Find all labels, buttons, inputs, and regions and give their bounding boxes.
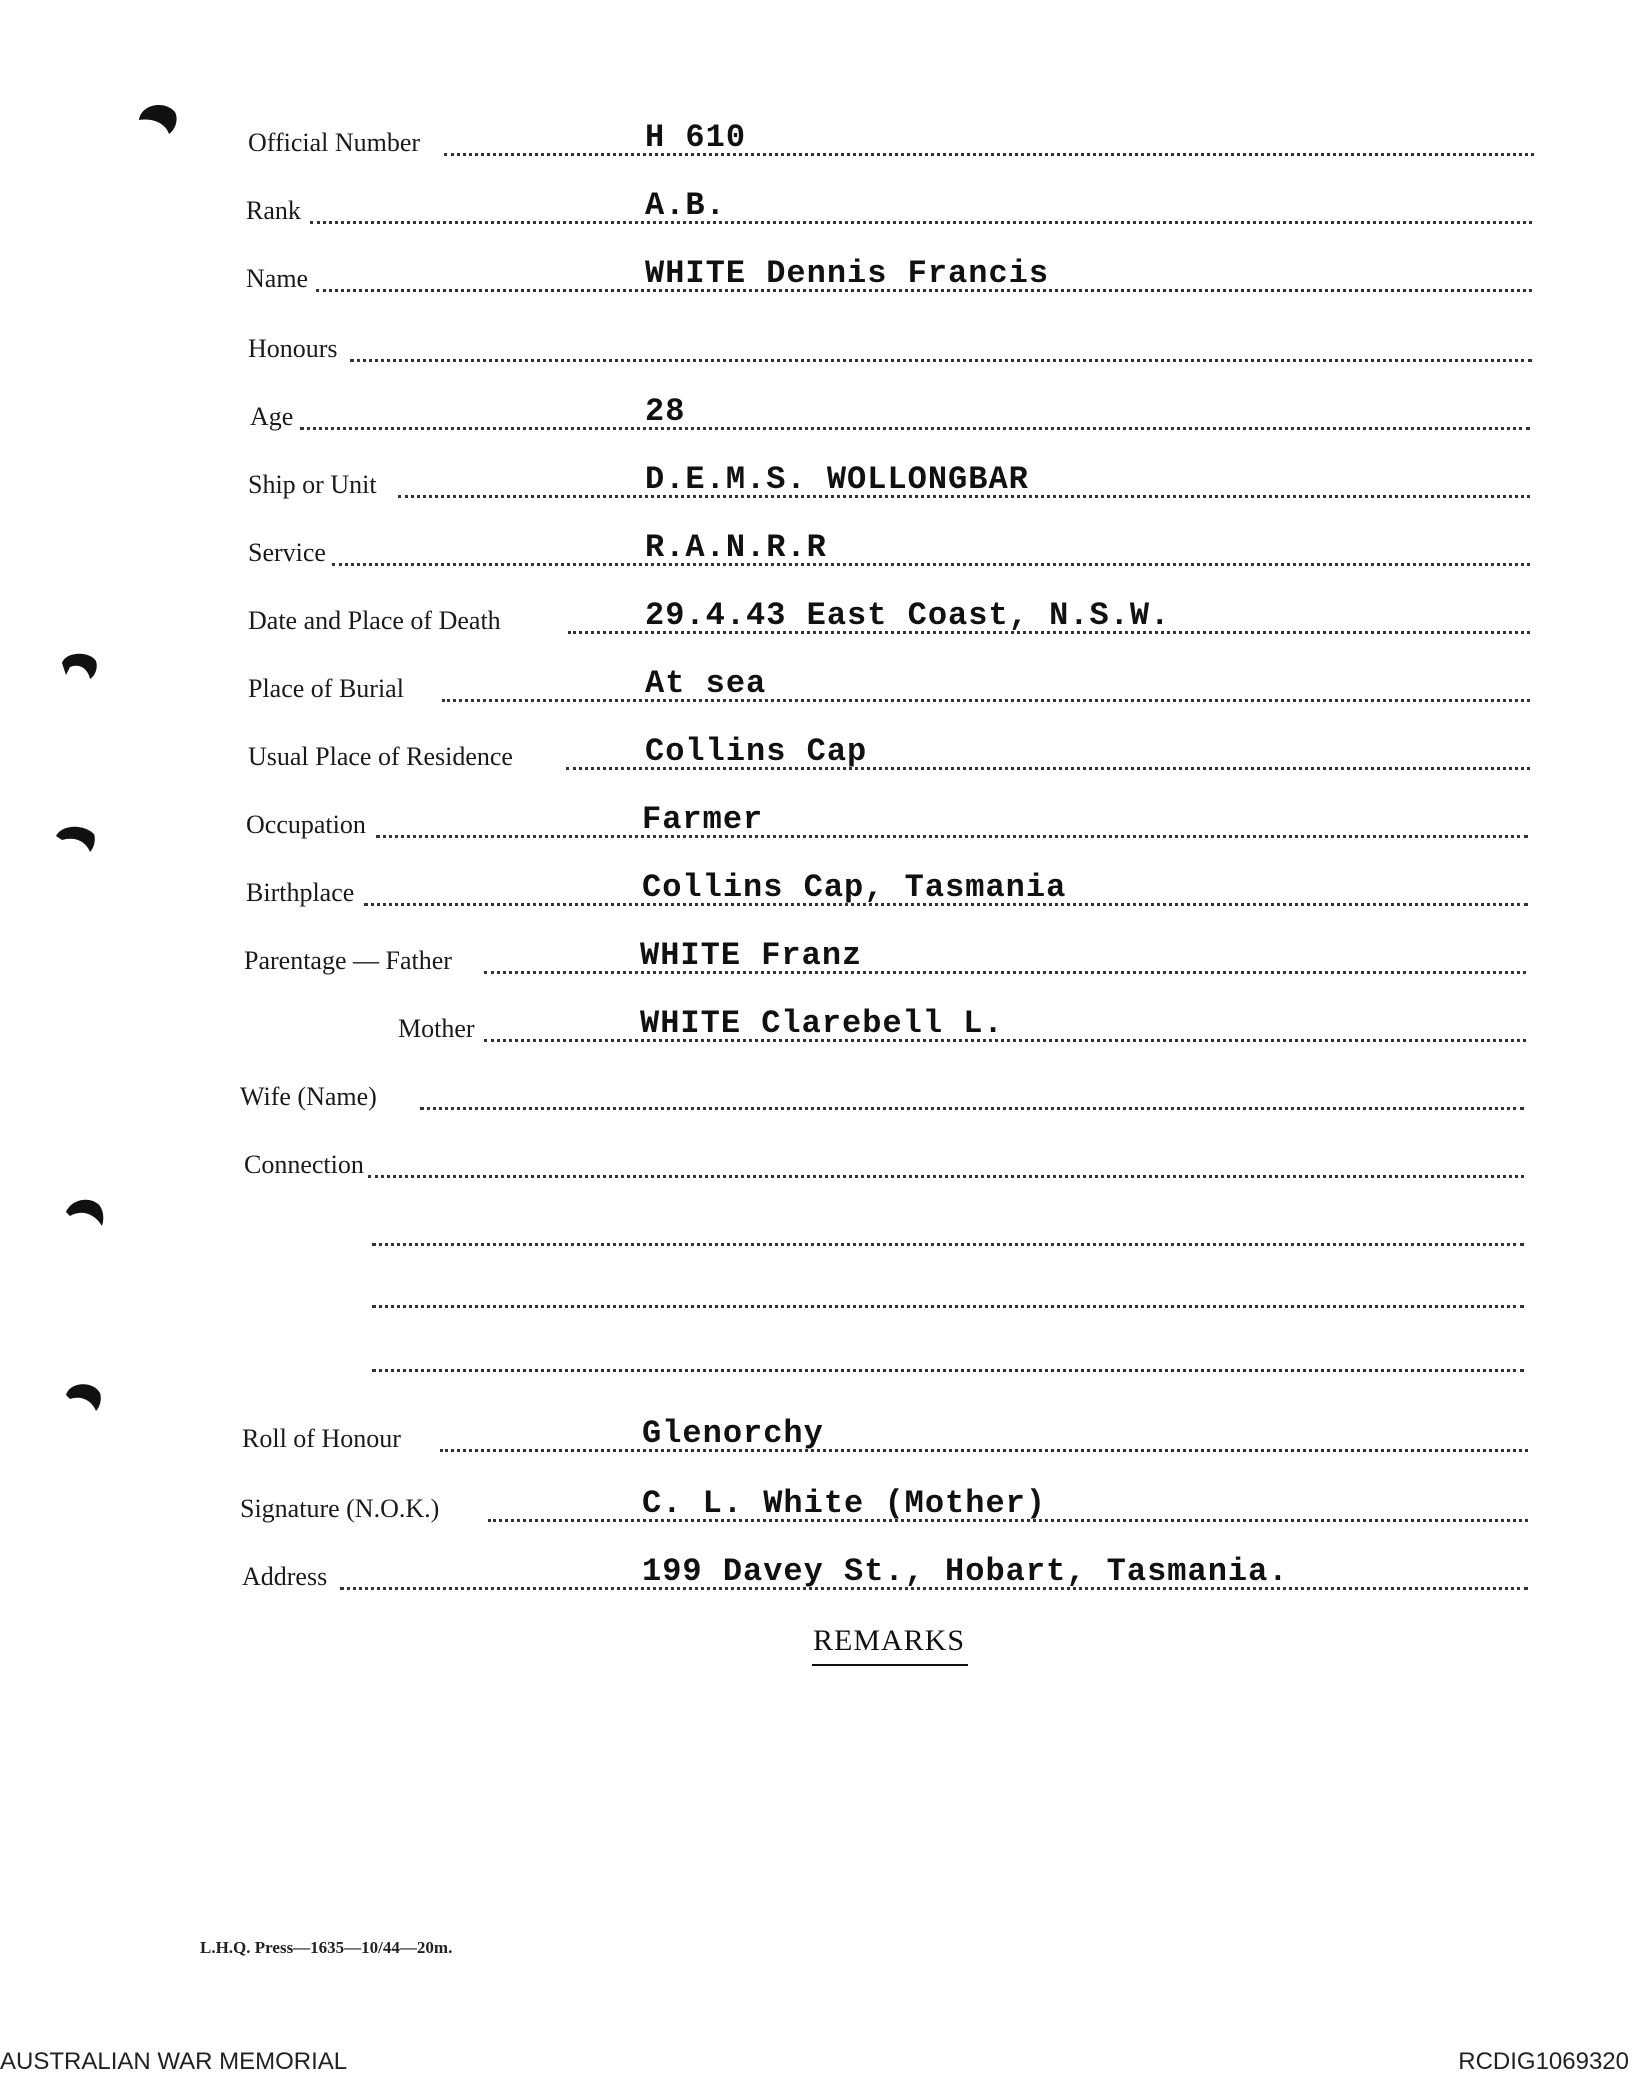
field-row	[0, 937, 1641, 982]
field-value: Collins Cap	[645, 733, 868, 770]
dotted-leader	[350, 359, 1532, 362]
dotted-leader	[376, 835, 1528, 838]
field-row	[0, 1146, 1641, 1186]
field-value: Collins Cap, Tasmania	[642, 869, 1067, 906]
field-label: Ship or Unit	[248, 470, 377, 499]
punch-hole-icon	[60, 1375, 106, 1415]
field-label: Official Number	[248, 128, 421, 157]
dotted-leader	[368, 1175, 1524, 1178]
dotted-leader	[332, 563, 1530, 566]
field-value: H 610	[645, 119, 747, 156]
field-row	[0, 1415, 1641, 1460]
field-value: C. L. White (Mother)	[642, 1485, 1047, 1522]
field-label: Occupation	[246, 810, 366, 839]
field-row	[0, 461, 1641, 506]
field-label: Age	[250, 402, 294, 431]
field-value: At sea	[645, 665, 767, 702]
field-label: Signature (N.O.K.)	[240, 1494, 440, 1523]
field-value: WHITE Dennis Francis	[645, 255, 1050, 292]
remarks-underline	[812, 1664, 968, 1666]
field-value: 29.4.43 East Coast, N.S.W.	[645, 597, 1171, 634]
field-label: Connection	[244, 1150, 364, 1179]
field-label: Parentage — Father	[244, 946, 452, 975]
field-value: Glenorchy	[642, 1415, 824, 1452]
field-row	[0, 733, 1641, 778]
field-value: D.E.M.S. WOLLONGBAR	[645, 461, 1029, 498]
dotted-leader	[372, 1243, 1524, 1246]
field-value: A.B.	[645, 187, 726, 224]
field-label: Service	[248, 538, 326, 567]
field-label: Name	[246, 264, 309, 293]
field-row	[0, 869, 1641, 914]
field-row	[0, 330, 1641, 370]
blank-line	[0, 1276, 1641, 1316]
field-label: Usual Place of Residence	[248, 742, 513, 771]
dotted-leader	[372, 1369, 1524, 1372]
field-row	[0, 1078, 1641, 1118]
field-label: Address	[242, 1562, 328, 1591]
field-row	[0, 393, 1641, 438]
field-value: WHITE Clarebell L.	[640, 1005, 1004, 1042]
dotted-leader	[372, 1305, 1524, 1308]
field-value: R.A.N.R.R	[645, 529, 827, 566]
field-label: Date and Place of Death	[248, 606, 501, 635]
dotted-leader	[440, 1449, 1528, 1452]
field-row	[0, 665, 1641, 710]
field-row	[0, 801, 1641, 846]
field-label: Wife (Name)	[240, 1082, 377, 1111]
remarks-heading: REMARKS	[813, 1624, 966, 1657]
press-line: L.H.Q. Press—1635—10/44—20m.	[200, 1938, 453, 1957]
field-row	[0, 119, 1641, 164]
field-row	[0, 187, 1641, 232]
footer-source: AUSTRALIAN WAR MEMORIAL	[0, 2048, 348, 2075]
footer-id: RCDIG1069320	[1458, 2048, 1629, 2075]
field-row	[0, 1485, 1641, 1530]
field-value: 199 Davey St., Hobart, Tasmania.	[642, 1553, 1289, 1590]
field-row	[0, 1553, 1641, 1598]
field-value: Farmer	[642, 801, 764, 838]
dotted-leader	[420, 1107, 1524, 1110]
field-label: Roll of Honour	[242, 1424, 401, 1453]
dotted-leader	[444, 153, 1534, 156]
dotted-leader	[442, 699, 1530, 702]
field-label: Place of Burial	[248, 674, 404, 703]
field-row	[0, 529, 1641, 574]
dotted-leader	[300, 427, 1530, 430]
field-row	[0, 1005, 1641, 1050]
field-row	[0, 597, 1641, 642]
blank-line	[0, 1214, 1641, 1254]
field-label: Birthplace	[246, 878, 355, 907]
field-value: 28	[645, 393, 686, 430]
field-label: Honours	[248, 334, 338, 363]
field-row	[0, 255, 1641, 300]
field-value: WHITE Franz	[640, 937, 863, 974]
field-label: Mother	[398, 1014, 475, 1043]
blank-line	[0, 1340, 1641, 1380]
dotted-leader	[310, 221, 1532, 224]
field-label: Rank	[246, 196, 301, 225]
